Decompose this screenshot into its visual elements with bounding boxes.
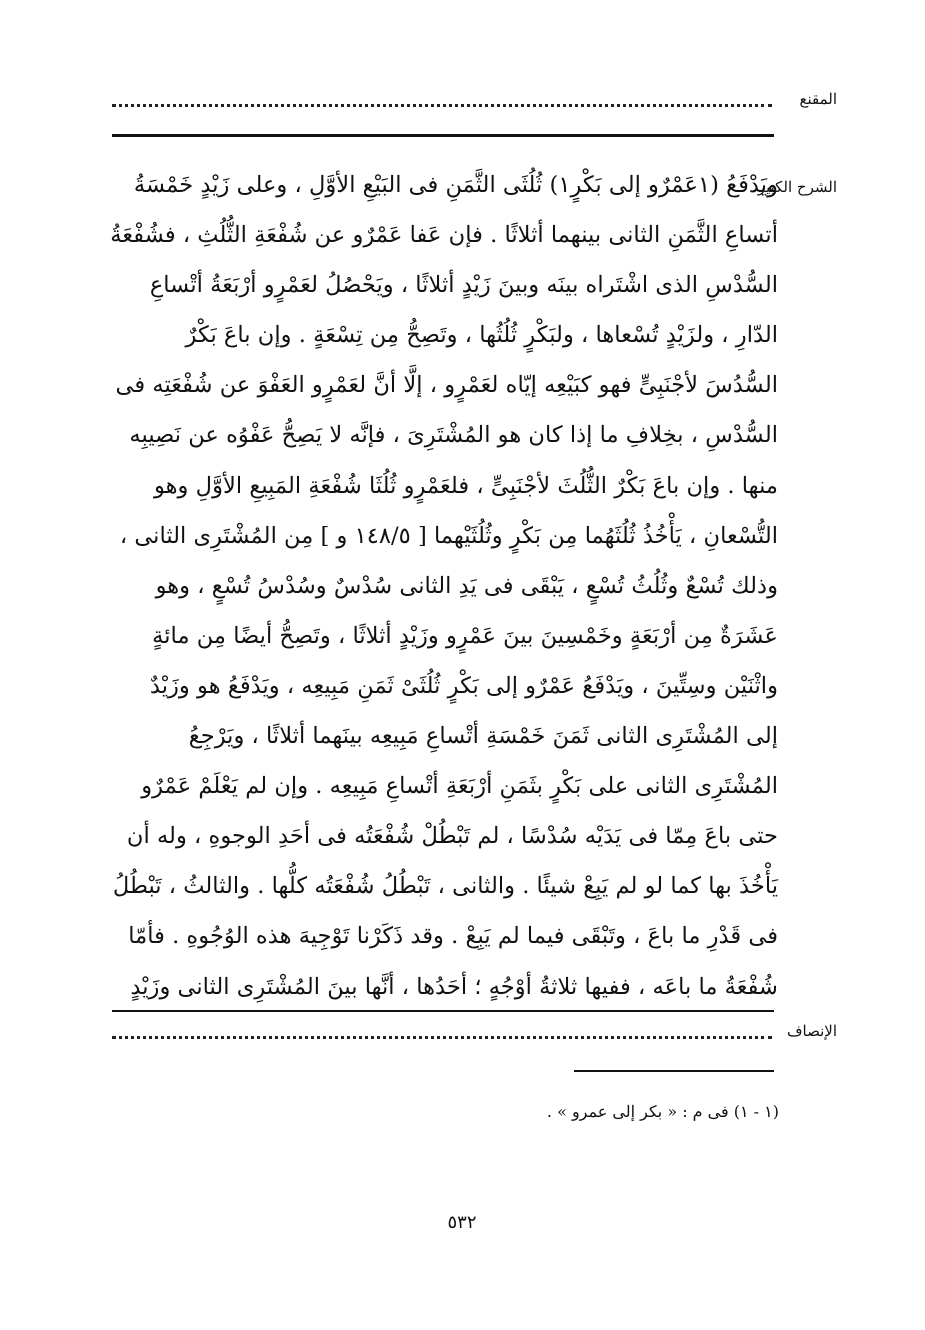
text-line: عَشَرَةٌ مِن أرْبَعَةٍ وخَمْسِينَ بينَ عَمْرٍو وزَيْدٍ أثلاثًا ، وتَصِحُّ أيضًا مِن مائةٍ bbox=[152, 622, 778, 649]
text-line: أتساعِ الثَّمَنِ الثانى بينهما أثلاثًا . فإن عَفا عَمْرٌو عن شُفْعَةِ الثُّلُثِ ، فشُفْعَةُ bbox=[110, 222, 778, 249]
text-line: السُّدْسِ الذى اشْتَراه بينَه وبينَ زَيْدٍ أثلاثًا ، ويَحْصُلُ لعَمْرٍو أرْبَعَةُ أتْساعِ bbox=[149, 272, 778, 299]
book-title: المقنع bbox=[799, 90, 837, 108]
text-line: وذلك تُسْعٌ وثُلُثُ تُسْعٍ ، يَبْقَى فى يَدِ الثانى سُدْسٌ وسُدْسُ تُسْعٍ ، وهو bbox=[155, 572, 778, 599]
main-text-block bbox=[106, 160, 778, 1012]
text-line: إلى المُشْتَرِى الثانى ثَمَنَ خَمْسَةِ أتْساعِ مَبِيعِه بينَهما أثلاثًا ، ويَرْجِعُ bbox=[188, 723, 778, 750]
text-line: التُّسْعانِ ، يَأْخُذُ ثُلُثَهُما مِن بَكْرٍ وثُلُثَيْهما [ ١٤٨/٥ و ] مِن المُشْتَرِى الثانى ، bbox=[119, 522, 778, 549]
main-text bbox=[106, 160, 778, 1012]
footnote-rule bbox=[574, 1070, 774, 1072]
section-label-insaf: الإنصاف bbox=[786, 1022, 837, 1040]
text-line: واثْنَيْن وسِتِّينَ ، ويَدْفَعُ عَمْرٌو إلى بَكْرٍ ثُلُثَىْ ثَمَنِ مَبِيعِه ، ويَدْفَعُ هو وزَيْدٌ bbox=[149, 672, 778, 699]
section-label-sharh: الشرح الكبير bbox=[757, 178, 837, 196]
header-rule bbox=[112, 134, 774, 137]
insaf-dotted-leader bbox=[112, 1036, 772, 1039]
footnote: (١ - ١) فى م : « بكر إلى عمرو » . bbox=[546, 1102, 779, 1121]
text-line: الدّارِ ، ولزَيْدٍ تُسْعاها ، ولبَكْرٍ ثُلُثُها ، وتَصِحُّ مِن تِسْعَةٍ . وإن باعَ بَكْرٌ bbox=[185, 322, 778, 349]
text-line: يَأْخُذَ بها كما لو لم يَبِعْ شيئًا . والثانى ، تَبْطُلُ شُفْعَتُه كلُّها . والثالثُ ، تَبْطُلُ bbox=[112, 873, 778, 900]
text-line: المُشْتَرِى الثانى على بَكْرٍ بثَمَنِ أرْبَعَةِ أتْساعِ مَبِيعِه . وإن لم يَعْلَمْ عَمْرٌو bbox=[141, 773, 778, 800]
text-line: السُّدْسِ ، بخِلافِ ما إذا كان هو المُشْتَرِىَ ، فإنَّه لا يَصِحُّ عَفْوُه عن نَصِيبِه bbox=[129, 422, 778, 449]
text-line: منها . وإن باعَ بَكْرٌ الثُّلُثَ لأجْنَبِىٍّ ، فلعَمْرٍو ثُلُثَا شُفْعَةِ المَبِيعِ الأوَّلِ وهو bbox=[153, 472, 778, 499]
header-dotted-leader bbox=[112, 104, 772, 107]
text-line: ويَدْفَعُ (١عَمْرٌو إلى بَكْرٍ١) ثُلُثَى الثَّمَنِ فى البَيْعِ الأوَّلِ ، وعلى زَيْدٍ خَمْسَةُ bbox=[133, 172, 778, 198]
text-line: السُّدُسَ لأجْنَبِىٍّ فهو كبَيْعِه إيّاه لعَمْرٍو ، إلَّا أنَّ لعَمْرٍو العَفْوَ عن شُفْعَتِه فى bbox=[115, 372, 778, 399]
text-line: شُفْعَةُ ما باعَه ، ففيها ثلاثةُ أوْجُهٍ ؛ أحَدُها ، أنَّها بينَ المُشْتَرِى الثانى وزَيْدٍ bbox=[130, 973, 778, 1000]
section-rule bbox=[112, 1010, 774, 1012]
page-number: ٥٣٢ bbox=[447, 1212, 477, 1233]
text-line: فى قَدْرِ ما باعَ ، وتَبْقَى فيما لم يَبِعْ . وقد ذَكَرْنا تَوْجِيهَ هذه الوُجُوهِ . فأمّا bbox=[128, 923, 778, 950]
text-line: حتى باعَ مِمّا فى يَدَيْه سُدْسًا ، لم تَبْطُلْ شُفْعَتُه فى أحَدِ الوجوهِ ، وله أن bbox=[126, 823, 778, 850]
